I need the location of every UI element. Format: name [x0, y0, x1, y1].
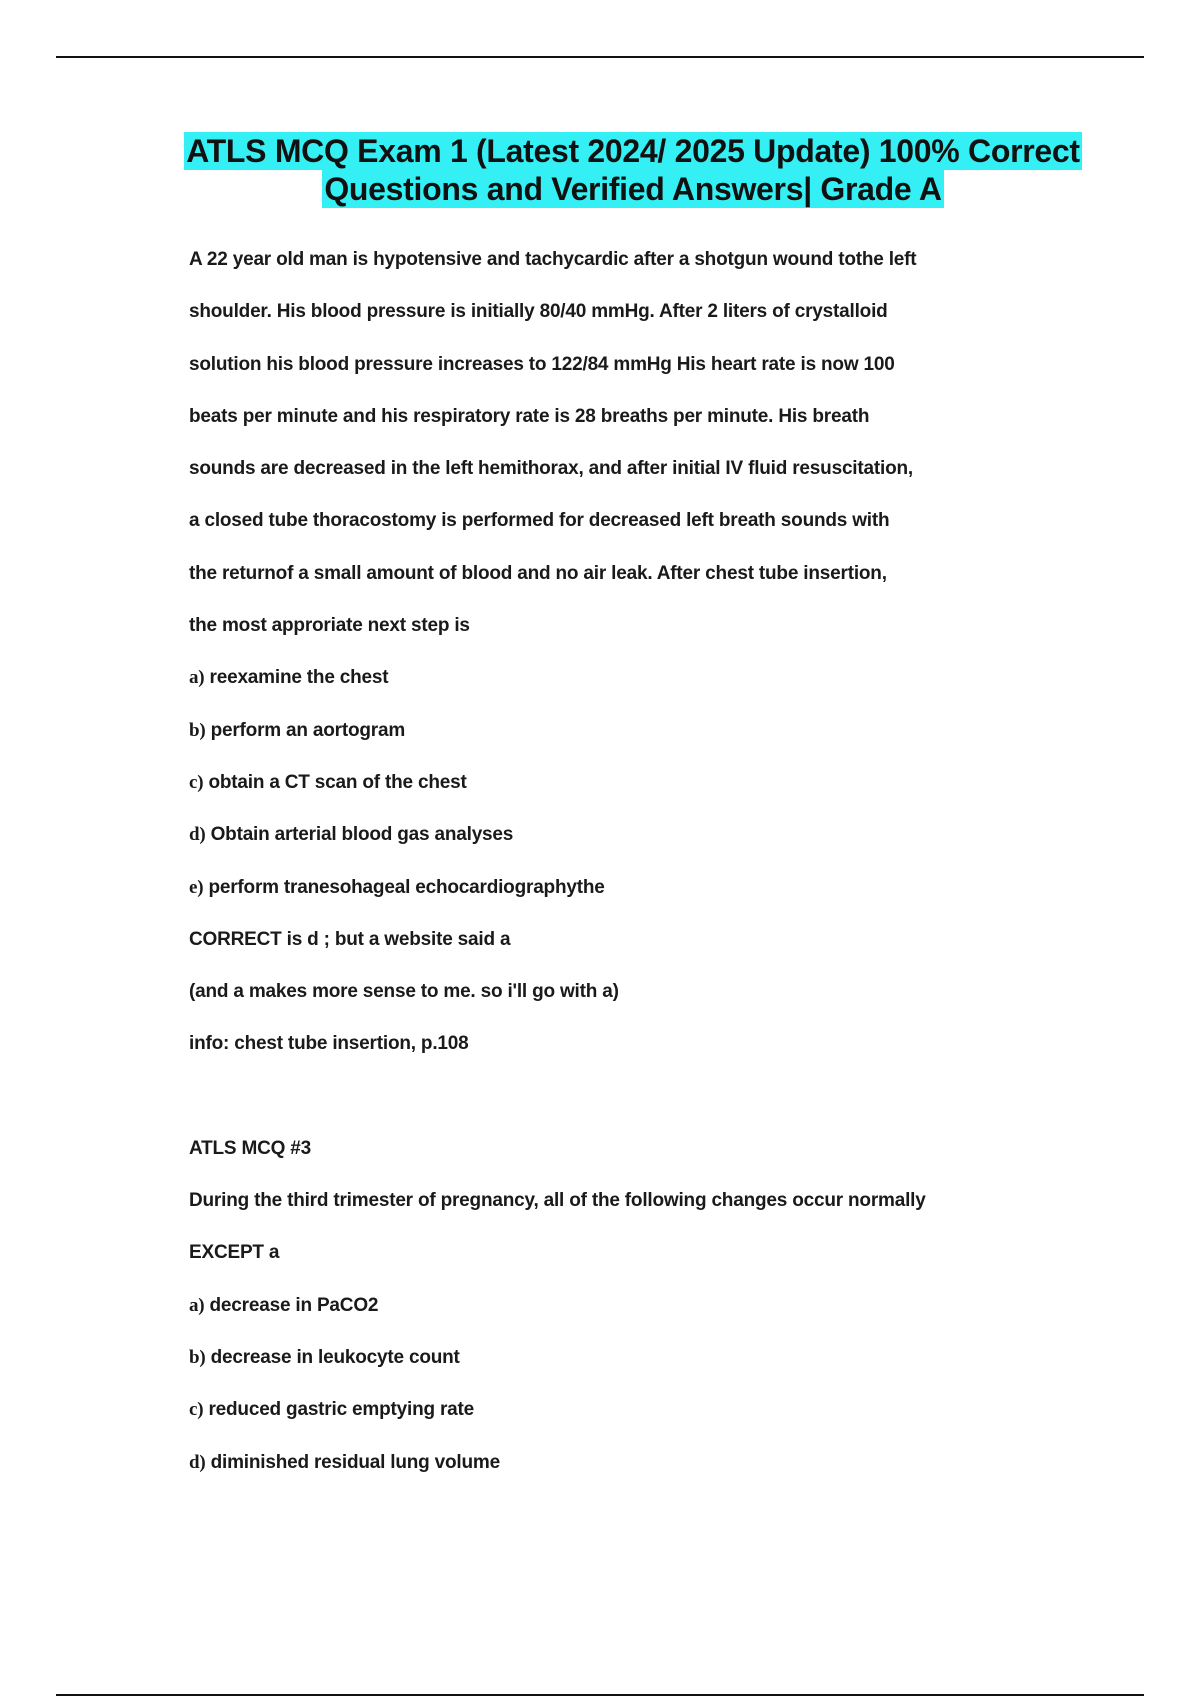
q1-stem-line: shoulder. His blood pressure is initially 80/40 mmHg. After 2 liters of crystalloid: [189, 301, 888, 323]
q1-stem-line: the most approriate next step is: [189, 615, 470, 637]
q1-stem-line: the returnof a small amount of blood and no air leak. After chest tube insertion,: [189, 562, 887, 584]
q3-option-d: [189, 1448, 1069, 1500]
option-text: decrease in leukocyte count: [205, 1346, 460, 1368]
q1-stem-line: a closed tube thoracostomy is performed for decreased left breath sounds with: [189, 510, 890, 532]
q1-stem-line: beats per minute and his respiratory rate is 28 breaths per minute. His breath: [189, 405, 870, 427]
option-text: reexamine the chest: [204, 667, 389, 689]
option-text: reduced gastric emptying rate: [203, 1399, 475, 1421]
q1-option-d: [189, 820, 1069, 872]
option-letter: d): [189, 824, 206, 846]
top-rule: [56, 56, 1144, 58]
option-letter: e): [189, 876, 204, 898]
option-text: perform tranesohageal echocardiographythe: [203, 876, 605, 898]
option-letter: b): [189, 1346, 206, 1368]
q1-stem-line: A 22 year old man is hypotensive and tachycardic after a shotgun wound tothe left: [189, 249, 917, 270]
option-letter: d): [189, 1451, 206, 1473]
q1-answer-line: CORRECT is d ; but a website said a: [189, 928, 511, 950]
title-line-2: Questions and Verified Answers| Grade A: [324, 171, 942, 207]
q1-option-b: [189, 716, 1069, 768]
option-letter: b): [189, 719, 206, 741]
q3-stem-line: During the third trimester of pregnancy, all of the following changes occur normally: [189, 1190, 926, 1212]
q3-option-b: [189, 1343, 1069, 1395]
q3-stem-line: EXCEPT a: [189, 1242, 280, 1264]
q1-option-c: [189, 768, 1069, 820]
document-body: [189, 245, 1069, 1500]
option-letter: a): [189, 1294, 205, 1316]
option-letter: c): [189, 1399, 204, 1421]
option-text: decrease in PaCO2: [204, 1294, 379, 1316]
option-text: obtain a CT scan of the chest: [203, 771, 467, 793]
q1-stem-line: solution his blood pressure increases to 122/84 mmHg His heart rate is now 100: [189, 353, 895, 375]
q3-option-c: [189, 1395, 1069, 1447]
q3-option-a: [189, 1291, 1069, 1343]
title-line-1: ATLS MCQ Exam 1 (Latest 2024/ 2025 Update) 100% Correct: [186, 133, 1080, 169]
q1-option-a: [189, 663, 1069, 715]
section-spacer: [189, 1082, 1069, 1134]
q1-answer-note: (and a makes more sense to me. so i'll go with a): [189, 981, 619, 1003]
option-letter: c): [189, 771, 204, 793]
document-title: [150, 132, 1116, 208]
option-letter: a): [189, 667, 205, 689]
q3-heading: ATLS MCQ #3: [189, 1137, 312, 1159]
option-text: Obtain arterial blood gas analyses: [205, 824, 514, 846]
q1-option-e: [189, 873, 1069, 925]
q1-stem-line: sounds are decreased in the left hemithorax, and after initial IV fluid resuscitation,: [189, 458, 913, 480]
option-text: diminished residual lung volume: [205, 1451, 500, 1473]
option-text: perform an aortogram: [205, 719, 406, 741]
q1-answer-info: info: chest tube insertion, p.108: [189, 1033, 469, 1055]
bottom-rule: [56, 1694, 1144, 1696]
